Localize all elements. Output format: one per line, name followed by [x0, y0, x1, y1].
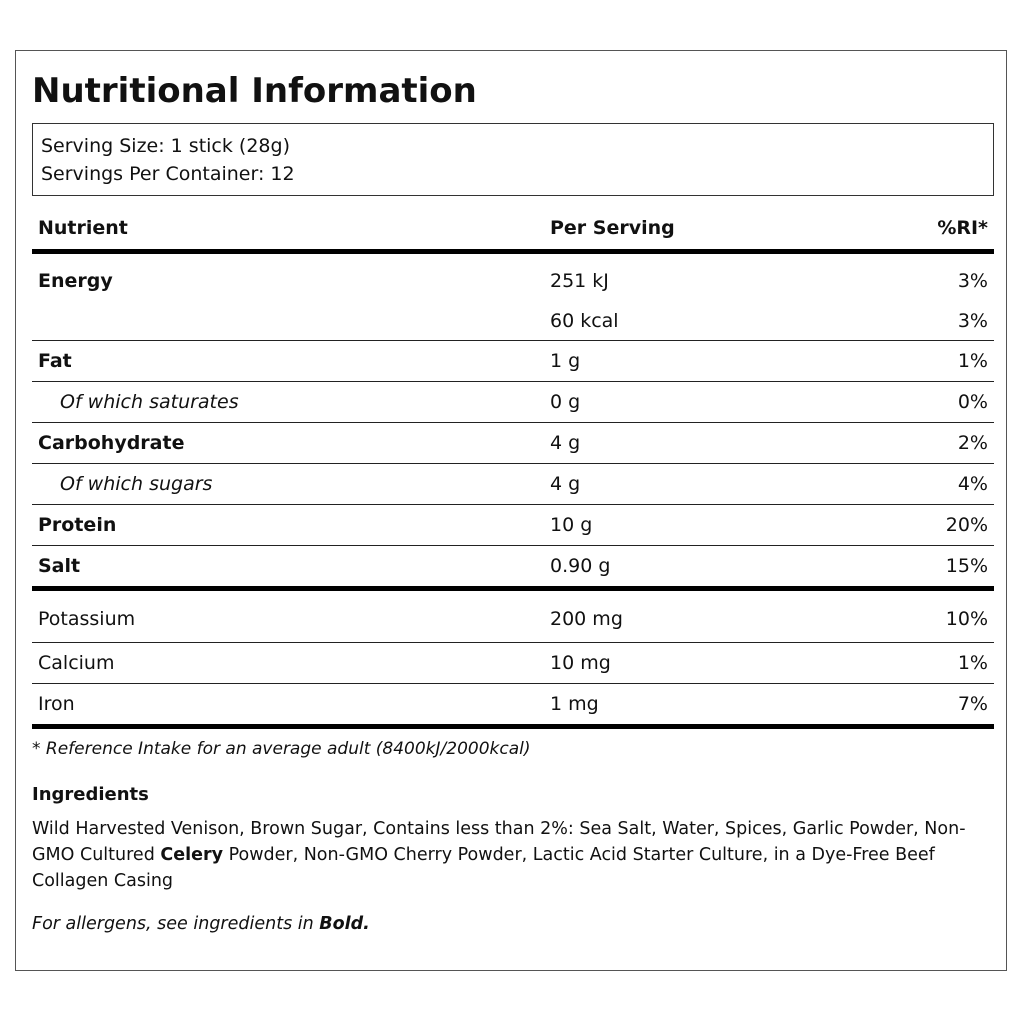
table-row: [32, 341, 994, 382]
header-ri: %RI*: [937, 217, 988, 239]
nutrient-ri: 1%: [853, 341, 994, 382]
table-header-row: [32, 209, 994, 252]
nutrition-table: [32, 209, 994, 729]
table-row: [32, 423, 994, 464]
table-row: [32, 546, 994, 589]
nutrient-ri: 20%: [853, 505, 994, 546]
ingredients-heading: Ingredients: [32, 784, 149, 805]
nutrient-name: [32, 301, 544, 341]
nutrient-value: 60 kcal: [544, 301, 853, 341]
nutrient-name: Protein: [32, 505, 544, 546]
page-title: Nutritional Information: [32, 71, 477, 111]
nutrient-value: 4 g: [544, 423, 853, 464]
nutrient-value: 251 kJ: [550, 270, 609, 292]
nutrient-value: 0.90 g: [544, 546, 853, 589]
allergen-note-bold: Bold.: [319, 914, 370, 934]
table-row: [32, 464, 994, 505]
nutrient-value: 4 g: [544, 464, 853, 505]
nutrient-name: Fat: [32, 341, 544, 382]
nutrition-panel: [15, 50, 1007, 971]
nutrient-value: 10 mg: [544, 643, 853, 684]
nutrient-value: 0 g: [544, 382, 853, 423]
nutrient-name: Of which saturates: [32, 382, 544, 423]
servings-per-container: Servings Per Container: 12: [41, 163, 295, 185]
table-row: [32, 643, 994, 684]
nutrient-ri: 7%: [853, 684, 994, 727]
nutrient-ri: 15%: [853, 546, 994, 589]
ingredients-text: [32, 816, 982, 894]
allergen-note: [32, 914, 370, 934]
allergen-note-text: For allergens, see ingredients in: [32, 914, 320, 934]
table-row: [32, 301, 994, 341]
nutrient-name: Iron: [32, 684, 544, 727]
nutrient-ri: 3%: [853, 301, 994, 341]
nutrient-value: 1 g: [544, 341, 853, 382]
nutrient-name: Energy: [38, 270, 113, 292]
header-nutrient: Nutrient: [38, 217, 128, 239]
header-per-serving: Per Serving: [550, 217, 675, 239]
nutrient-value: 200 mg: [544, 589, 853, 643]
nutrient-ri: 2%: [853, 423, 994, 464]
nutrient-name: Of which sugars: [32, 464, 544, 505]
nutrient-name: Salt: [32, 546, 544, 589]
nutrient-ri: 0%: [853, 382, 994, 423]
serving-size: Serving Size: 1 stick (28g): [41, 135, 290, 157]
nutrient-ri: 4%: [853, 464, 994, 505]
serving-info-box: [32, 123, 994, 196]
table-row: [32, 382, 994, 423]
ingredients-text-after: Powder, Non-GMO Cherry Powder, Lactic Acid Starter Culture, in a Dye-Free Beef Collagen Casing: [32, 845, 935, 891]
nutrient-ri: 10%: [853, 589, 994, 643]
allergen-ingredient: Celery: [160, 845, 223, 865]
table-row: [32, 684, 994, 727]
nutrient-name: Carbohydrate: [32, 423, 544, 464]
ingredients-text-before: Wild Harvested Venison, Brown Sugar, Contains less than 2%: Sea Salt, Water, Spices, Garlic Powder, Non-GMO Cultured: [32, 819, 966, 865]
table-row: [32, 252, 994, 302]
nutrient-ri: 1%: [853, 643, 994, 684]
table-row: [32, 505, 994, 546]
nutrient-value: 10 g: [544, 505, 853, 546]
nutrient-name: Potassium: [32, 589, 544, 643]
nutrient-ri: 3%: [957, 270, 988, 292]
reference-intake-footnote: * Reference Intake for an average adult (8400kJ/2000kcal): [32, 739, 531, 759]
table-row: [32, 589, 994, 643]
nutrient-name: Calcium: [32, 643, 544, 684]
nutrient-value: 1 mg: [544, 684, 853, 727]
